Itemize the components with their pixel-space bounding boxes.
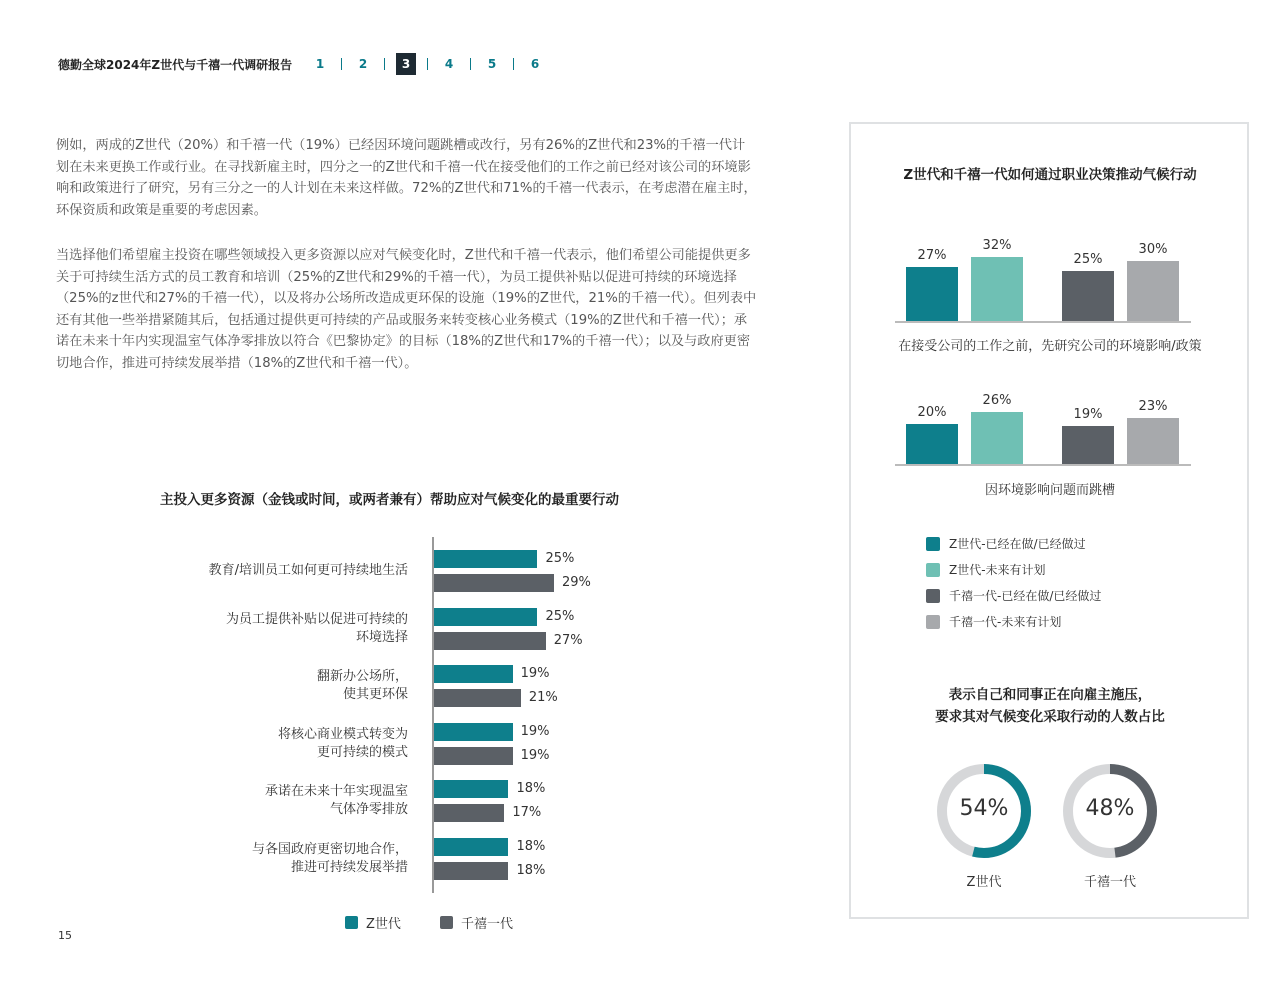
value-label-genz: 25% (545, 608, 575, 624)
legend-item (926, 561, 1046, 578)
legend-millennial (440, 913, 513, 932)
vbar-Z世代-未来有计划 (971, 257, 1023, 321)
legend-label: 千禧一代-未来有计划 (949, 615, 1062, 629)
bar-genz (434, 665, 513, 683)
vbar-千禧一代-未来有计划 (1127, 418, 1179, 464)
bar-millennial (434, 747, 513, 765)
legend-label: Z世代-已经在做/已经做过 (949, 537, 1086, 551)
category-label: 将核心商业模式转变为 更可持续的模式 (277, 726, 408, 760)
vbar-Z世代-已经在做/已经做过 (906, 267, 958, 321)
donut-caption: Z世代 (966, 875, 1002, 890)
value-label-millennial: 19% (520, 747, 550, 763)
category-label: 与各国政府更密切地合作， 推进可持续发展举措 (251, 842, 408, 875)
legend-swatch-genz (345, 916, 358, 929)
bar-genz (434, 550, 537, 568)
value-label-millennial: 29% (562, 575, 591, 590)
value-label-millennial: 17% (512, 805, 542, 821)
vbar-value-label: 25% (1073, 252, 1103, 267)
bar-genz (434, 838, 508, 856)
donut-percentage: 54% (959, 796, 1009, 821)
value-label-genz: 18% (516, 839, 546, 854)
donut-caption: 千禧一代 (1083, 875, 1136, 890)
value-label-genz: 19% (520, 723, 550, 739)
legend-swatch (926, 589, 940, 603)
legend-label: Z世代-未来有计划 (949, 563, 1046, 577)
chart-baseline (895, 464, 1191, 466)
legend-item (926, 613, 1061, 630)
bar-millennial (434, 574, 554, 592)
bar-genz (434, 723, 513, 741)
bar-millennial (434, 804, 504, 822)
category-label: 承诺在未来十年实现温室 气体净零排放 (264, 784, 408, 818)
nav-section-2[interactable]: 2 (358, 57, 368, 71)
legend-label-millennial: 千禧一代 (461, 917, 514, 932)
body-paragraph-2: 当选择他们希望雇主投资在哪些领域投入更多资源以应对气候变化时，Z世代和千禧一代表示，他们希望公司能提供更多关于可持续生活方式的员工教育和培训（25%的Z世代和29%的千禧一代），为员工提供补贴以促进可持续的环境选择（25%的z世代和27%的千禧一代），以及将办公场所改造成更环保的设施（19%的Z世代，21%的千禧一代）。但列表中还有其他一些举措紧随其后，包括通过提供更可持续的产品或服务来转变核心业务模式（19%的Z世代和千禧一代）；承诺在未来十年内实现温室气体净零排放以符合《巴黎协定》的目标（18%的Z世代和17%的千禧一代）；以及与政府更密切地合作，推进可持续发展举措（18%的Z世代和千禧一代）。 (56, 248, 757, 371)
legend-item (926, 587, 1101, 604)
category-label: 为员工提供补贴以促进可持续的 环境选择 (225, 611, 408, 645)
page-number: 15 (58, 929, 72, 942)
legend-label-genz: Z世代 (366, 917, 401, 932)
left-chart-title: 主投入更多资源（金钱或时间，或两者兼有）帮助应对气候变化的最重要行动 (160, 492, 619, 508)
bar-millennial (434, 689, 521, 707)
donut-section-title: 表示自己和同事正在向雇主施压， 要求其对气候变化采取行动的人数占比 (935, 687, 1165, 725)
category-label: 教育/培训员工如何更可持续地生活 (208, 563, 408, 578)
legend-item (926, 535, 1086, 552)
nav-separator (427, 58, 428, 70)
donut-percentage: 48% (1085, 796, 1135, 821)
bar-genz (434, 780, 508, 798)
legend-swatch (926, 563, 940, 577)
value-label-millennial: 27% (553, 632, 583, 648)
nav-section-1[interactable]: 1 (315, 57, 325, 71)
report-title: 德勤全球2024年Z世代与千禧一代调研报告 (58, 58, 293, 72)
value-label-millennial: 21% (528, 690, 558, 706)
vbar-千禧一代-已经在做/已经做过 (1062, 426, 1114, 464)
nav-section-3-active[interactable]: 3 (396, 53, 416, 75)
legend-swatch (926, 537, 940, 551)
nav-separator (470, 58, 471, 70)
value-label-genz: 19% (520, 666, 550, 682)
right-sidebar-panel (849, 122, 1249, 919)
value-label-millennial: 18% (516, 863, 546, 878)
left-chart-axis (432, 537, 434, 893)
nav-separator (341, 58, 342, 70)
body-paragraph-1: 例如，两成的Z世代（20%）和千禧一代（19%）已经因环境问题跳槽或改行，另有26%的Z世代和23%的千禧一代计划在未来更换工作或行业。在寻找新雇主时，四分之一的Z世代和千禧一代在接受他们的工作之前已经对该公司的环境影响和政策进行了研究，另有三分之一的人计划在未来这样做。72%的Z世代和71%的千禧一代表示，在考虑潜在雇主时，环保资质和政策是重要的考虑因素。 (56, 138, 757, 218)
legend-label: 千禧一代-已经在做/已经做过 (949, 589, 1102, 603)
legend-swatch (926, 615, 940, 629)
nav-section-5[interactable]: 5 (487, 57, 497, 71)
legend-genz (345, 913, 401, 932)
vbar-千禧一代-未来有计划 (1127, 261, 1179, 321)
right-chart-title: Z世代和千禧一代如何通过职业决策推动气候行动 (903, 167, 1197, 183)
vbar-千禧一代-已经在做/已经做过 (1062, 271, 1114, 321)
legend-swatch-millennial (440, 916, 453, 929)
vbar-Z世代-已经在做/已经做过 (906, 424, 958, 464)
value-label-genz: 25% (545, 551, 575, 566)
nav-section-6[interactable]: 6 (530, 57, 540, 71)
vbar-value-label: 23% (1138, 399, 1168, 414)
bar-millennial (434, 632, 546, 650)
nav-section-4[interactable]: 4 (444, 57, 454, 71)
vbar-value-label: 32% (982, 238, 1012, 253)
bar-genz (434, 608, 537, 626)
category-label: 翻新办公场所， 使其更环保 (316, 669, 408, 703)
chart-baseline (895, 321, 1191, 323)
vbar-value-label: 20% (917, 405, 947, 420)
vbar-Z世代-未来有计划 (971, 412, 1023, 464)
vbar-value-label: 27% (917, 248, 947, 263)
vbar-value-label: 19% (1073, 407, 1103, 422)
value-label-genz: 18% (516, 781, 546, 797)
bar-millennial (434, 862, 508, 880)
nav-separator (513, 58, 514, 70)
vbar-value-label: 26% (982, 393, 1012, 408)
group-caption: 因环境影响问题而跳槽 (984, 483, 1115, 498)
vbar-value-label: 30% (1138, 242, 1168, 257)
nav-separator (384, 58, 385, 70)
section-nav (310, 53, 545, 75)
group-caption: 在接受公司的工作之前，先研究公司的环境影响/政策 (898, 339, 1202, 354)
